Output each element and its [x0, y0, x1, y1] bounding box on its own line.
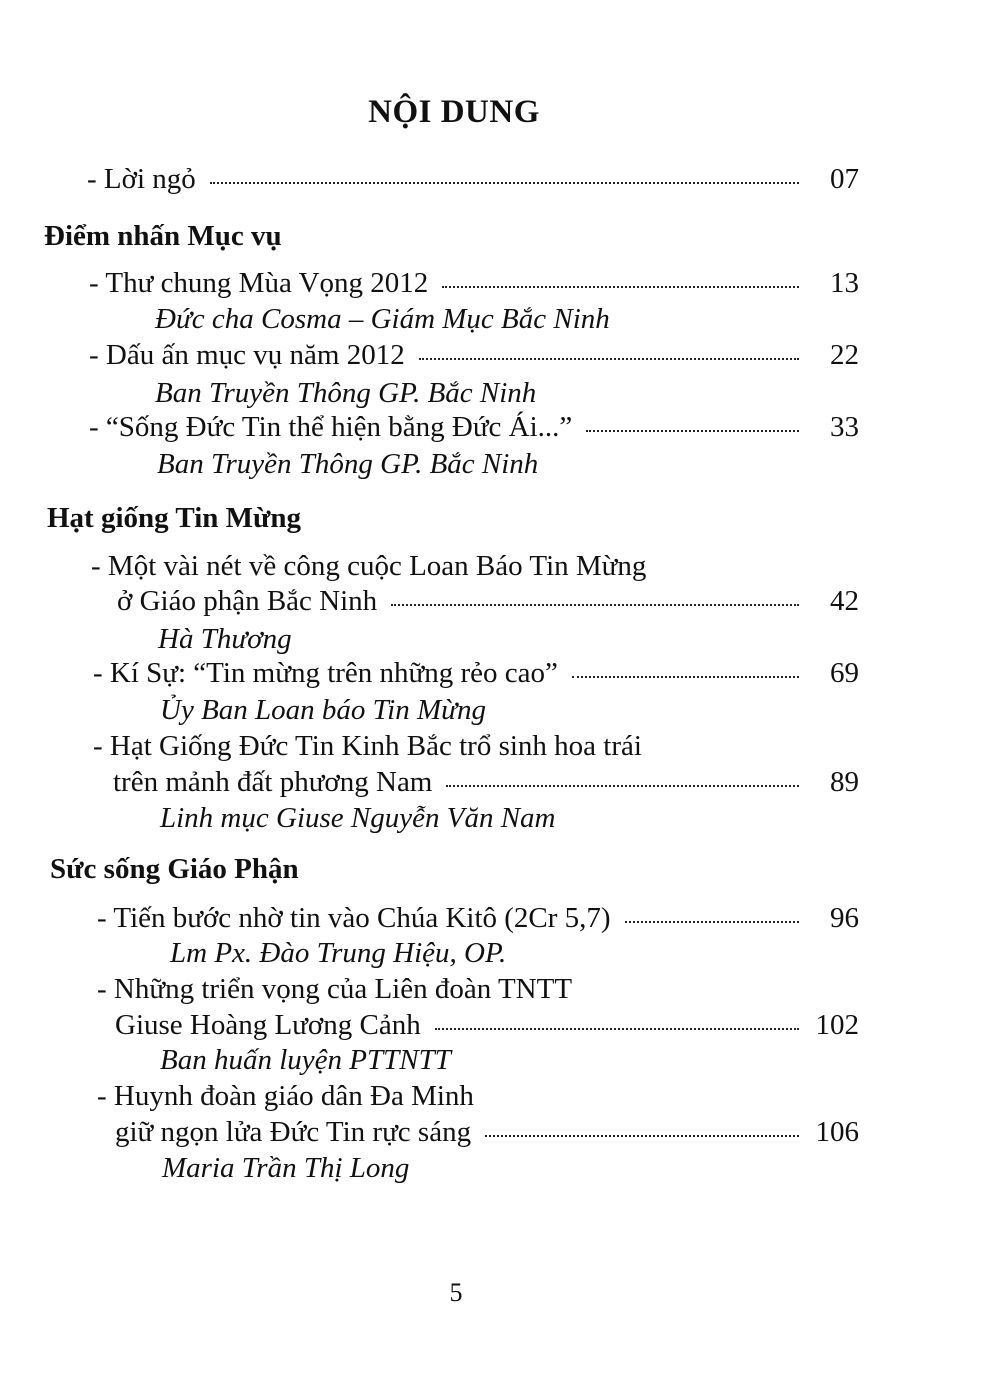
dot-leader	[435, 1028, 799, 1030]
entry-page: 69	[830, 657, 859, 689]
entry-title: - Lời ngỏ	[87, 163, 196, 195]
toc-entry[interactable]	[89, 339, 859, 372]
entry-page: 22	[830, 339, 859, 371]
entry-page: 102	[815, 1009, 859, 1041]
entry-author: Ủy Ban Loan báo Tin Mừng	[160, 694, 486, 726]
entry-title-line1: - Một vài nét về công cuộc Loan Báo Tin Mừng	[91, 550, 647, 582]
entry-title: - Thư chung Mùa Vọng 2012	[89, 267, 429, 299]
toc-entry[interactable]	[115, 1009, 859, 1042]
entry-author: Đức cha Cosma – Giám Mục Bắc Ninh	[155, 303, 610, 335]
entry-title-line2: giữ ngọn lửa Đức Tin rực sáng	[115, 1116, 472, 1148]
entry-author: Ban Truyền Thông GP. Bắc Ninh	[157, 448, 539, 480]
entry-page: 42	[830, 585, 859, 617]
section-heading: Sức sống Giáo Phận	[50, 853, 299, 885]
entry-title-line2: ở Giáo phận Bắc Ninh	[117, 585, 378, 617]
section-heading: Hạt giống Tin Mừng	[47, 502, 302, 534]
toc-entry[interactable]	[115, 1116, 859, 1149]
page-number: 5	[449, 1278, 463, 1307]
dot-leader	[442, 286, 799, 288]
toc-entry-intro[interactable]	[87, 163, 859, 196]
dot-leader	[586, 430, 799, 432]
entry-author: Hà Thương	[158, 623, 292, 655]
toc-entry[interactable]	[89, 411, 859, 444]
dot-leader	[446, 785, 799, 787]
entry-title-line1: - Huynh đoàn giáo dân Đa Minh	[97, 1080, 474, 1112]
section-heading: Điểm nhấn Mục vụ	[44, 220, 282, 252]
dot-leader	[419, 358, 799, 360]
dot-leader	[391, 604, 799, 606]
entry-author: Linh mục Giuse Nguyễn Văn Nam	[160, 802, 556, 834]
entry-page: 13	[830, 267, 859, 299]
entry-title: - Kí Sự: “Tin mừng trên những rẻo cao”	[93, 657, 558, 689]
entry-title: - Tiến bước nhờ tin vào Chúa Kitô (2Cr 5,7)	[97, 902, 611, 934]
entry-author: Ban Truyền Thông GP. Bắc Ninh	[155, 377, 537, 409]
entry-title-line2: trên mảnh đất phương Nam	[113, 766, 433, 798]
entry-author: Lm Px. Đào Trung Hiệu, OP.	[170, 937, 507, 969]
toc-entry[interactable]	[117, 585, 859, 618]
entry-title: - Dấu ấn mục vụ năm 2012	[89, 339, 405, 371]
toc-entry[interactable]	[93, 657, 859, 690]
toc-entry[interactable]	[113, 766, 859, 799]
entry-author: Maria Trần Thị Long	[162, 1152, 410, 1184]
entry-page: 07	[830, 163, 859, 195]
entry-title-line2: Giuse Hoàng Lương Cảnh	[115, 1009, 421, 1041]
toc-entry[interactable]	[89, 267, 859, 300]
dot-leader	[625, 921, 799, 923]
dot-leader	[572, 676, 799, 678]
toc-entry[interactable]	[97, 902, 859, 935]
entry-title-line1: - Những triển vọng của Liên đoàn TNTT	[97, 973, 573, 1005]
entry-page: 106	[815, 1116, 859, 1148]
entry-page: 89	[830, 766, 859, 798]
entry-title-line1: - Hạt Giống Đức Tin Kinh Bắc trổ sinh hoa trái	[93, 730, 642, 762]
page-title: NỘI DUNG	[368, 94, 540, 130]
entry-title: - “Sống Đức Tin thể hiện bằng Đức Ái...”	[89, 411, 573, 443]
dot-leader	[210, 182, 799, 184]
entry-page: 96	[830, 902, 859, 934]
entry-page: 33	[830, 411, 859, 443]
entry-author: Ban huấn luyện PTTNTT	[160, 1044, 451, 1076]
dot-leader	[485, 1135, 799, 1137]
